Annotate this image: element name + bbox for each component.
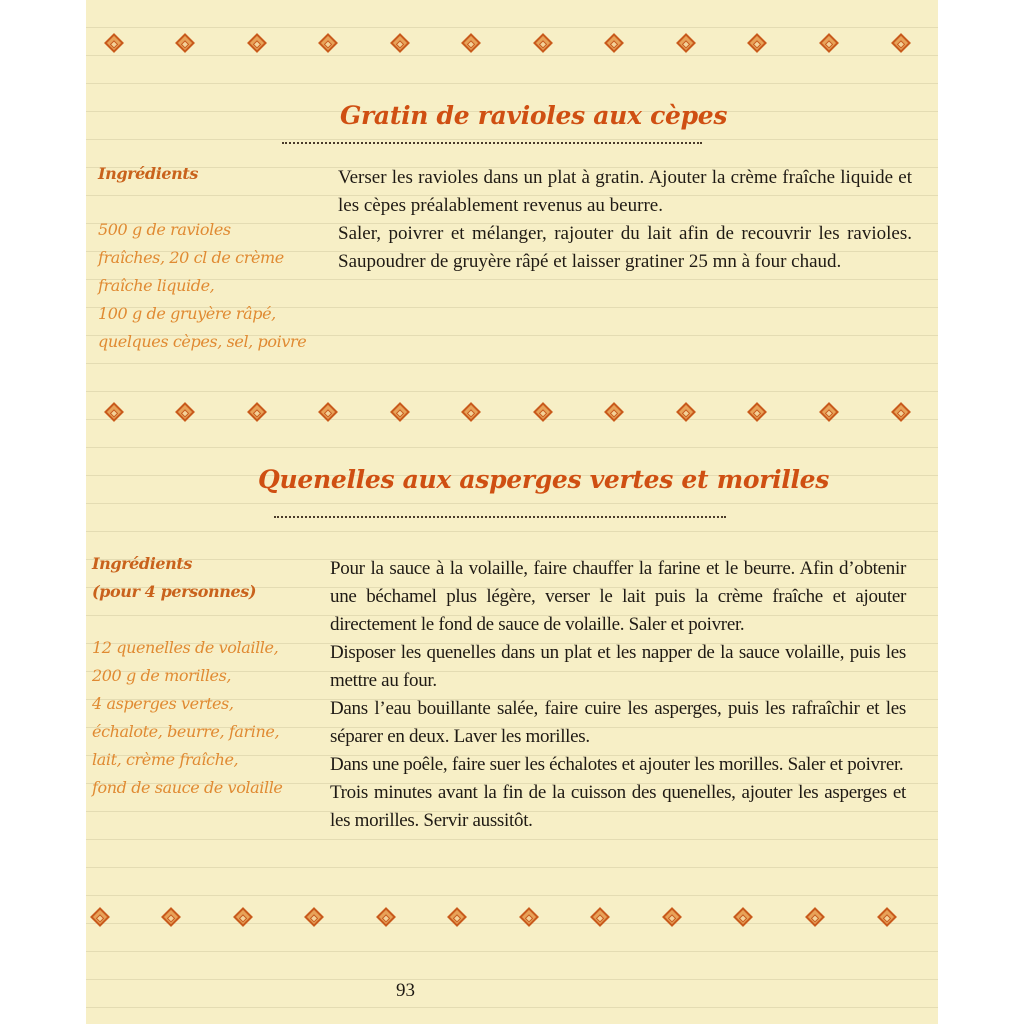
diamond-ornament-icon <box>805 907 825 927</box>
diamond-ornament-icon <box>447 907 467 927</box>
diamond-ornament-icon <box>733 907 753 927</box>
diamond-ornament-icon <box>604 33 624 53</box>
ingredient-line: 500 g de ravioles <box>98 220 231 239</box>
diamond-ornament-icon <box>747 402 767 422</box>
ingredient-line: 12 quenelles de volaille, <box>92 638 279 657</box>
ingredient-line: quelques cèpes, sel, poivre <box>98 332 307 351</box>
diamond-ornament-icon <box>390 402 410 422</box>
title-dotted-rule <box>274 516 726 518</box>
ingredients-heading: Ingrédients <box>92 554 192 573</box>
diamond-ornament-icon <box>819 402 839 422</box>
ingredient-line: 100 g de gruyère râpé, <box>98 304 276 323</box>
diamond-ornament-icon <box>161 907 181 927</box>
ornament-row-middle <box>86 405 938 435</box>
ingredient-line: fond de sauce de volaille <box>92 778 283 797</box>
ingredient-line: fraîche liquide, <box>98 276 215 295</box>
ingredient-line: fraîches, 20 cl de crème <box>98 248 284 267</box>
diamond-ornament-icon <box>533 33 553 53</box>
diamond-ornament-icon <box>304 907 324 927</box>
diamond-ornament-icon <box>318 33 338 53</box>
ornament-row-top <box>86 36 938 66</box>
diamond-ornament-icon <box>533 402 553 422</box>
diamond-ornament-icon <box>90 907 110 927</box>
step-paragraph: Trois minutes avant la fin de la cuisson des quenelles, ajouter les asperges et les morilles. Servir aussitôt. <box>330 782 906 831</box>
page-number: 93 <box>396 980 415 1001</box>
diamond-ornament-icon <box>819 33 839 53</box>
diamond-ornament-icon <box>376 907 396 927</box>
recipe-steps <box>338 164 912 276</box>
ingredient-line: échalote, beurre, farine, <box>92 722 280 741</box>
recipe-title: Gratin de ravioles aux cèpes <box>340 101 728 130</box>
diamond-ornament-icon <box>519 907 539 927</box>
step-paragraph: Dans l’eau bouillante salée, faire cuire les asperges, puis les rafraîchir et les séparer en deux. Laver les morilles. <box>330 698 906 747</box>
ingredient-line: lait, crème fraîche, <box>92 750 239 769</box>
title-dotted-rule <box>282 142 702 144</box>
recipe-steps <box>330 555 906 835</box>
step-paragraph: Dans une poêle, faire suer les échalotes et ajouter les morilles. Saler et poivrer. <box>330 754 904 775</box>
diamond-ornament-icon <box>747 33 767 53</box>
diamond-ornament-icon <box>247 402 267 422</box>
recipe-title: Quenelles aux asperges vertes et morilles <box>258 465 830 494</box>
ingredients-list <box>98 160 306 356</box>
diamond-ornament-icon <box>662 907 682 927</box>
diamond-ornament-icon <box>877 907 897 927</box>
step-paragraph: Disposer les quenelles dans un plat et les napper de la sauce volaille, puis les mettre au four. <box>330 642 906 691</box>
diamond-ornament-icon <box>891 402 911 422</box>
diamond-ornament-icon <box>390 33 410 53</box>
ingredients-list <box>92 550 283 802</box>
diamond-ornament-icon <box>104 33 124 53</box>
diamond-ornament-icon <box>604 402 624 422</box>
ingredient-line: 4 asperges vertes, <box>92 694 234 713</box>
step-paragraph: Verser les ravioles dans un plat à gratin. Ajouter la crème fraîche liquide et les cèpes préalablement revenus au beurre. <box>338 167 912 216</box>
diamond-ornament-icon <box>175 33 195 53</box>
diamond-ornament-icon <box>318 402 338 422</box>
diamond-ornament-icon <box>891 33 911 53</box>
step-paragraph: Saler, poivrer et mélanger, rajouter du lait afin de recouvrir les ravioles. Saupoudrer de gruyère râpé et laisser gratiner 25 mn à four chaud. <box>338 223 912 272</box>
ingredient-line: 200 g de morilles, <box>92 666 232 685</box>
diamond-ornament-icon <box>590 907 610 927</box>
diamond-ornament-icon <box>676 402 696 422</box>
diamond-ornament-icon <box>461 402 481 422</box>
diamond-ornament-icon <box>104 402 124 422</box>
ingredients-subheading: (pour 4 personnes) <box>92 582 257 601</box>
ingredients-heading: Ingrédients <box>98 164 198 183</box>
book-page <box>86 0 938 1024</box>
diamond-ornament-icon <box>676 33 696 53</box>
diamond-ornament-icon <box>233 907 253 927</box>
ornament-row-bottom <box>86 910 938 940</box>
diamond-ornament-icon <box>461 33 481 53</box>
diamond-ornament-icon <box>247 33 267 53</box>
step-paragraph: Pour la sauce à la volaille, faire chauffer la farine et le beurre. Afin d’obtenir une béchamel plus légère, verser le lait puis la crème fraîche et ajouter directement le fond de sauce de volaille. Saler et poivrer. <box>330 558 906 635</box>
diamond-ornament-icon <box>175 402 195 422</box>
